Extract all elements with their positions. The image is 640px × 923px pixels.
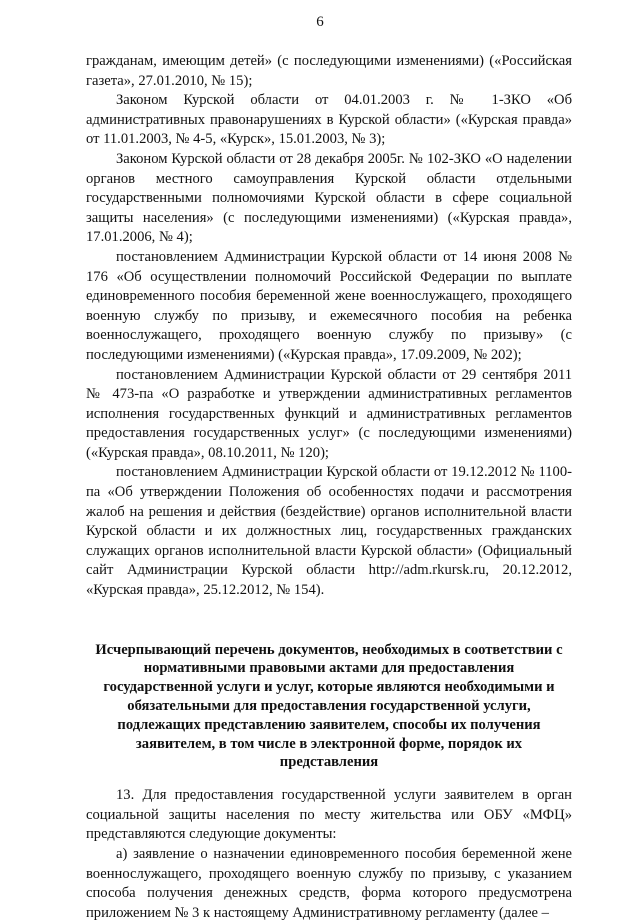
paragraph-continuation: гражданам, имеющим детей» (с последующими изменениями) («Российская газета», 27.01.2010, № 15); — [86, 53, 572, 89]
paragraph-law-1-zko: Законом Курской области от 04.01.2003 г. № 1-ЗКО «Об административных правонарушениях в Курской области» («Курская правда» от 11.01.2003, № 4-5, «Курск», 15.01.2003, № 3); — [86, 92, 572, 148]
document-body — [86, 52, 572, 923]
paragraph-item-13: 13. Для предоставления государственной услуги заявителем в орган социальной защиты населения по месту жительства или ОБУ «МФЦ» представляются следующие документы: — [86, 787, 572, 843]
page-number: 6 — [316, 14, 324, 30]
paragraph-item-13a: а) заявление о назначении единовременного пособия беременной жене военнослужащего, проходящего военную службу по призыву, с указанием способа получения денежных средств, форма которого предусмотрена приложением № 3 к настоящему Административному регламенту (далее – — [86, 845, 572, 921]
section-heading: Исчерпывающий перечень документов, необходимых в соответствии с нормативными правовыми актами для предоставления государственной услуги и услуг, которые являются необходимыми и обязательными для предоставления государственной услуги, подлежащих представлению заявителем, способы их получения заявителем, в том числе в электронной форме, порядок их представления — [95, 641, 563, 771]
paragraph-resolution-1100-pa: постановлением Администрации Курской области от 19.12.2012 № 1100-па «Об утверждении Положения об особенностях подачи и рассмотрения жалоб на решения и действия (бездействие) органов исполнительной власти Курской области и их должностных лиц, государственных гражданских служащих органов исполнительной власти Курской области» (Официальный сайт Администрации Курской области http://adm.rkursk.ru, 20.12.2012, «Курская правда», 25.12.2012, № 154). — [86, 464, 572, 599]
paragraph-resolution-473-pa: постановлением Администрации Курской области от 29 сентября 2011 № 473-па «О разработке и утверждении административных регламентов исполнения государственных функций и административных регламентов предоставления государственных услуг» (с последующими изменениями) («Курская правда», 08.10.2011, № 120); — [86, 366, 572, 461]
paragraph-law-102-zko: Законом Курской области от 28 декабря 2005г. № 102-ЗКО «О наделении органов местного самоуправления Курской области отдельными государственными полномочиями Курской области в сфере социальной защиты населения» (с последующими изменениями) («Курская правда», 17.01.2006, № 4); — [86, 150, 572, 246]
paragraph-resolution-176: постановлением Администрации Курской области от 14 июня 2008 № 176 «Об осуществлении полномочий Российской Федерации по выплате единовременного пособия беременной жене военнослужащего, проходящего военную службу по призыву, и ежемесячного пособия на ребенка военнослужащего, проходящего военную службу по призыву» (с последующими изменениями) («Курская правда», 17.09.2009, № 202); — [86, 248, 572, 363]
